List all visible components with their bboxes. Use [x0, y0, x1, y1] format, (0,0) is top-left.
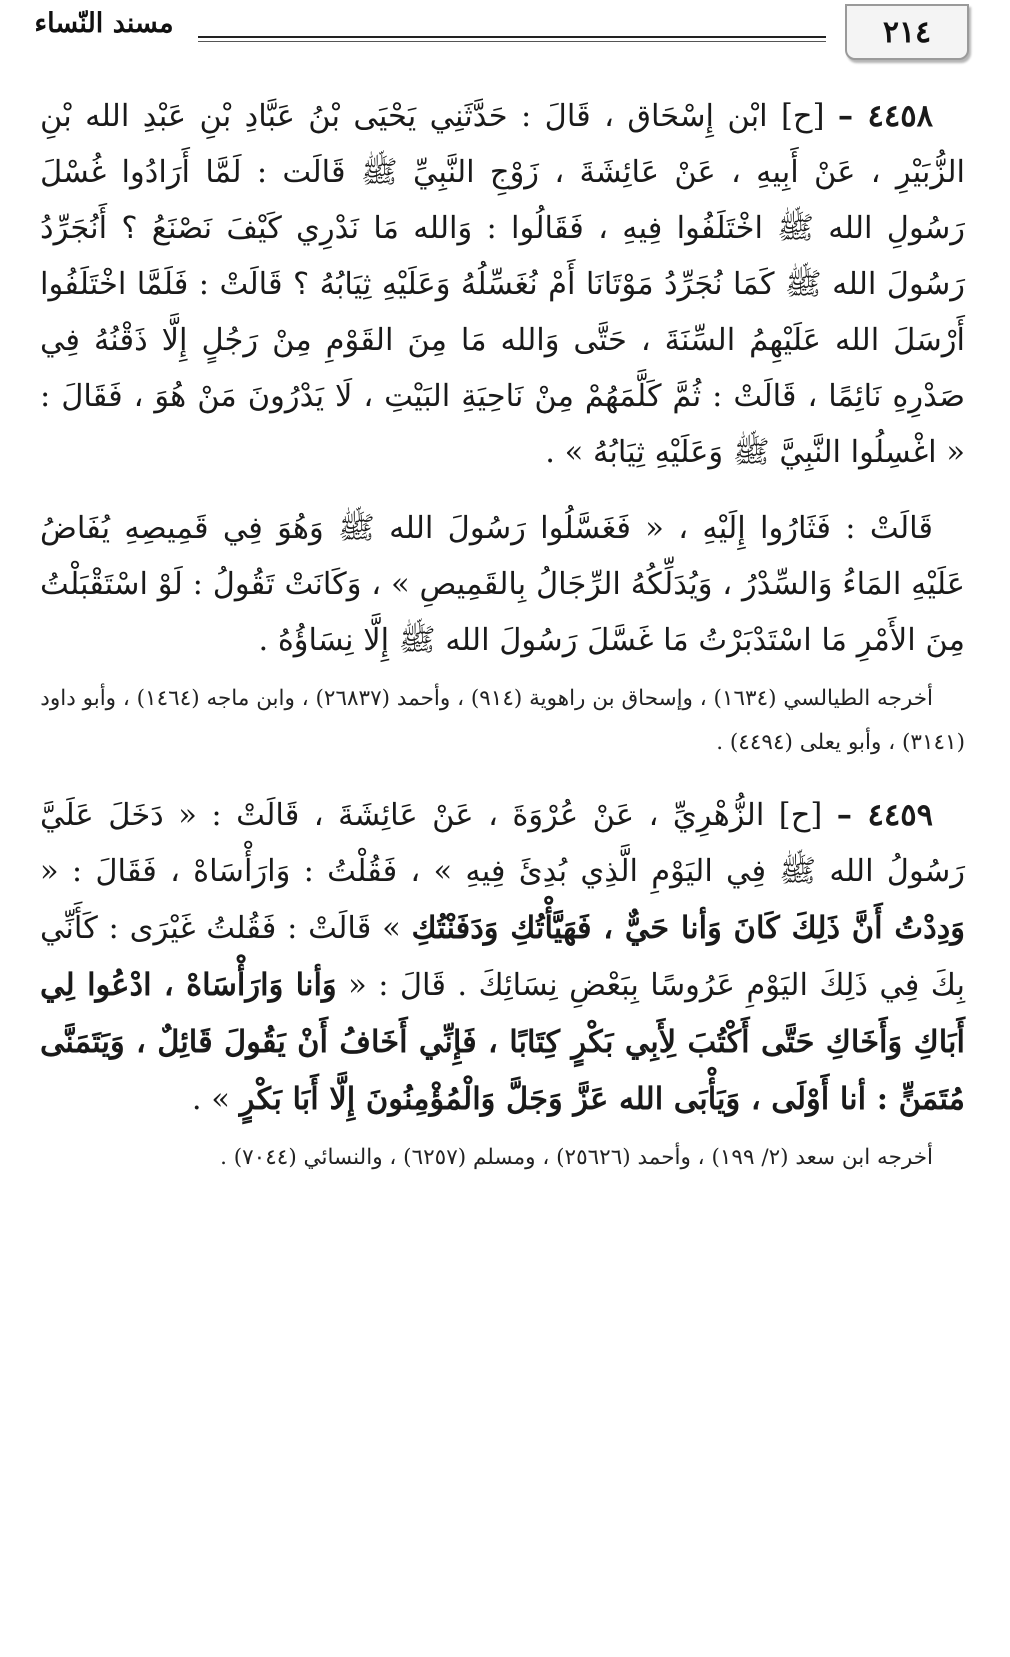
- prophetic-quote: وَدِدْتُ أَنَّ ذَلِكَ كَانَ وَأنا حَيٌّ ، فَهَيَّأْتُكِ وَدَفَنْتُكِ: [411, 910, 965, 946]
- hadith-paragraph: [40, 501, 965, 669]
- page-content: [40, 88, 965, 1180]
- hadith-4459: [40, 787, 965, 1180]
- header-rule-thin: [198, 41, 826, 42]
- hadith-paragraph: [40, 88, 965, 481]
- takhrij-note: أخرجه الطيالسي (١٦٣٤) ، وإسحاق بن راهوية (٩١٤) ، وأحمد (٢٦٨٣٧) ، وابن ماجه (١٤٦٤) ، وأبو داود (٣١٤١) ، وأبو يعلى (٤٤٩٤) .: [40, 686, 965, 755]
- takhrij-note: أخرجه ابن سعد (٢/ ١٩٩) ، وأحمد (٢٥٦٢٦) ، ومسلم (٦٢٥٧) ، والنسائي (٧٠٤٤) .: [220, 1145, 933, 1170]
- hadith-text: قَالَتْ : فَثَارُوا إِلَيْهِ ، « فَغَسَّلُوا رَسُولَ الله ﷺ وَهُوَ فِي قَمِيصِهِ يُفَاضُ عَلَيْهِ المَاءُ وَالسِّدْرُ ، وَيُدَلِّكُهُ الرِّجَالُ بِالقَمِيصِ » ، وَكَانَتْ تَقُولُ : لَوْ اسْتَقْبَلْتُ مِنَ الأَمْرِ مَا اسْتَدْبَرْتُ مَا غَسَّلَ رَسُولَ الله ﷺ إِلَّا نِسَاؤُهُ .: [40, 511, 965, 658]
- hadith-text: » .: [191, 1082, 230, 1117]
- hadith-text: » قَالَتْ : فَقُلتُ غَيْرَى : كَأَنِّي بِكَ فِي ذَلِكَ اليَوْمِ عَرُوسًا بِبَعْضِ نِسَائِكَ . قَالَ : «: [40, 911, 965, 1003]
- hadith-number: ٤٤٥٩ –: [836, 797, 933, 833]
- page-header: [0, 0, 1010, 80]
- hadith-number: ٤٤٥٨ –: [837, 98, 933, 134]
- page-number: ٢١٤: [845, 4, 969, 60]
- hadith-paragraph: [40, 787, 965, 1128]
- prophetic-quote: وَأنا وَارَأْسَاهْ ، ادْعُوا لِي أَبَاكِ وَأَخَاكِ حَتَّى أَكْتُبَ لِأَبِي بَكْرٍ كِتَابًا ، فَإِنِّي أَخَافُ أَنْ يَقُولَ قَائِلٌ ، وَيَتَمَنَّى مُتَمَنٍّ : أنا أَوْلَى ، وَيَأْبَى الله عَزَّ وَجَلَّ وَالْمُؤْمِنُونَ إِلَّا أَبَا بَكْرٍ: [40, 967, 965, 1117]
- hadith-4458: [40, 88, 965, 765]
- running-title: مسند النّساء: [34, 8, 174, 39]
- hadith-text: [ح] ابْن إِسْحَاق ، قَالَ : حَدَّثَنِي يَحْيَى بْنُ عَبَّادِ بْنِ عَبْدِ الله بْنِ الزُّبَيْرِ ، عَنْ أَبِيهِ ، عَنْ عَائِشَةَ ، زَوْجِ النَّبِيِّ ﷺ قَالَت : لَمَّا أَرَادُوا غُسْلَ رَسُولِ الله ﷺ اخْتَلَفُوا فِيهِ ، فَقَالُوا : وَالله مَا نَدْرِي كَيْفَ نَصْنَعُ ؟ أَنُجَرِّدُ رَسُولَ الله ﷺ كَمَا نُجَرِّدُ مَوْتَانَا أَمْ نُغَسِّلُهُ وَعَلَيْهِ ثِيَابُهُ ؟ قَالَتْ : فَلَمَّا اخْتَلَفُوا أَرْسَلَ الله عَلَيْهِمُ السِّنَةَ ، حَتَّى وَالله مَا مِنَ القَوْمِ مِنْ رَجُلٍ إِلَّا ذَقْنُهُ فِي صَدْرِهِ نَائِمًا ، قَالَتْ : ثُمَّ كَلَّمَهُمْ مِنْ نَاحِيَةِ البَيْتِ ، لَا يَدْرُونَ مَنْ هُوَ ، فَقَالَ : « اغْسِلُوا النَّبِيَّ ﷺ وَعَلَيْهِ ثِيَابُهُ » .: [40, 99, 965, 470]
- header-rule: [198, 36, 826, 38]
- hadith-text: [ح] الزُّهْرِيِّ ، عَنْ عُرْوَةَ ، عَنْ عَائِشَةَ ، قَالَتْ : « دَخَلَ عَلَيَّ رَسُولُ الله ﷺ فِي اليَوْمِ الَّذِي بُدِئَ فِيهِ » ، فَقُلْتُ : وَارَأْسَاهْ ، فَقَالَ : «: [40, 798, 965, 889]
